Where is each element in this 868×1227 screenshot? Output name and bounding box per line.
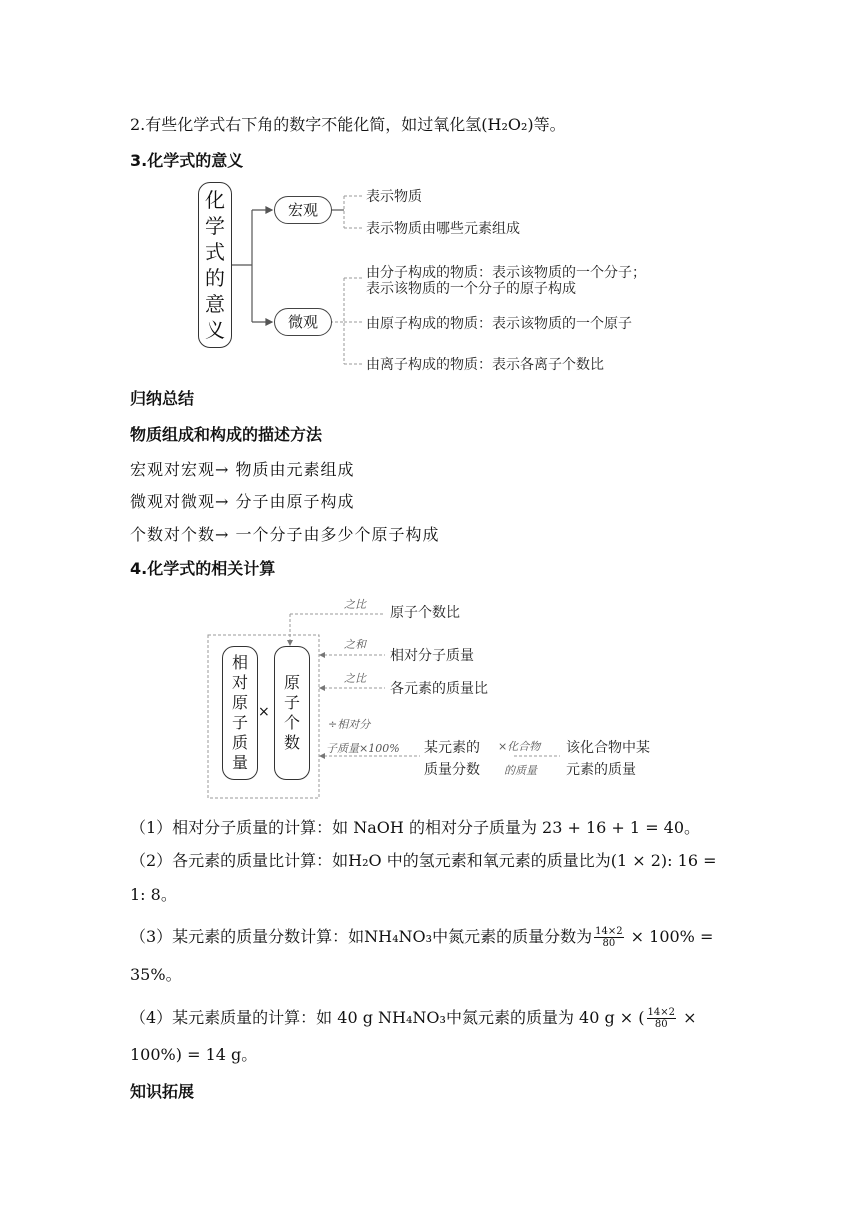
left-char: 对 (231, 673, 248, 692)
calc-line-2b: 1: 8。 (130, 885, 177, 904)
calc-line-4b: 100%) = 14 g。 (130, 1045, 258, 1064)
fraction-denominator: 80 (654, 1019, 668, 1030)
hand-note: 的质量 (504, 764, 537, 777)
calc-4-suffix: × (678, 1008, 697, 1027)
meaning-diagram-lines (0, 0, 868, 400)
hand-note: 子质量×100% (326, 742, 400, 755)
root-char: 式 (205, 240, 225, 264)
left-char: 相 (231, 653, 248, 672)
section4-heading: 4.化学式的相关计算 (130, 559, 276, 578)
left-char: 子 (231, 713, 248, 732)
fraction-denominator: 80 (602, 938, 616, 949)
calc-line-3 (130, 926, 713, 949)
root-char: 学 (205, 214, 225, 238)
micro-item: 由离子构成的物质：表示各离子个数比 (366, 357, 604, 373)
hand-note: 之比 (344, 672, 366, 685)
left-char: 质 (231, 733, 248, 752)
summary-subheading: 物质组成和构成的描述方法 (130, 425, 323, 444)
summary-line: 个数对个数→ 一个分子由多少个原子构成 (130, 525, 440, 544)
fraction-numerator: 14×2 (595, 926, 623, 937)
root-char: 义 (205, 318, 225, 342)
fraction (594, 926, 623, 949)
calc-3-suffix: × 100% = (625, 927, 714, 946)
hand-note: ×化合物 (498, 740, 541, 753)
knowledge-extension-heading: 知识拓展 (130, 1082, 195, 1101)
right-char: 子 (283, 693, 300, 712)
macro-node: 宏观 (274, 196, 332, 224)
relative-molecular-mass-label: 相对分子质量 (390, 648, 474, 664)
relative-atomic-mass-box (222, 646, 258, 780)
root-char: 化 (205, 188, 225, 212)
summary-heading: 归纳总结 (130, 389, 195, 408)
fraction-numerator: 14×2 (647, 1007, 676, 1018)
right-char: 原 (283, 673, 300, 692)
micro-item: 由分子构成的物质：表示该物质的一个分子； (366, 265, 646, 281)
summary-line: 微观对微观→ 分子由原子构成 (130, 492, 355, 511)
root-char: 意 (205, 292, 225, 316)
calc-line-1: （1）相对分子质量的计算：如 NaOH 的相对分子质量为 23 + 16 + 1 = 40。 (130, 818, 701, 837)
mass-fraction-label: 某元素的 (424, 740, 480, 756)
summary-line: 宏观对宏观→ 物质由元素组成 (130, 460, 355, 479)
left-char: 原 (231, 693, 248, 712)
calc-line-3b: 35%。 (130, 965, 182, 984)
left-char: 量 (231, 753, 248, 772)
element-mass-ratio-label: 各元素的质量比 (390, 681, 488, 697)
hand-note: 之比 (344, 598, 366, 611)
calc-line-4 (130, 1007, 697, 1030)
calc-line-2a: （2）各元素的质量比计算：如H₂O 中的氢元素和氧元素的质量比为(1 × 2): 16 = (130, 851, 717, 870)
atom-count-box (274, 646, 310, 780)
root-char: 的 (205, 266, 225, 290)
element-mass-label: 该化合物中某 (566, 740, 650, 756)
micro-item: 表示该物质的一个分子的原子构成 (366, 281, 576, 297)
right-char: 个 (283, 713, 300, 732)
micro-node: 微观 (274, 308, 332, 336)
element-mass-label: 元素的质量 (566, 762, 636, 778)
times-sign: × (258, 704, 270, 720)
calc-3-prefix: （3）某元素的质量分数计算：如NH₄NO₃中氮元素的质量分数为 (130, 927, 593, 946)
hand-note: ÷相对分 (328, 718, 371, 731)
macro-item: 表示物质 (366, 189, 422, 205)
section3-heading: 3.化学式的意义 (130, 151, 244, 170)
fraction (647, 1007, 676, 1030)
mass-fraction-label: 质量分数 (424, 762, 480, 778)
macro-item: 表示物质由哪些元素组成 (366, 221, 520, 237)
calc-4-prefix: （4）某元素质量的计算：如 40 g NH₄NO₃中氮元素的质量为 40 g × ( (130, 1008, 645, 1027)
section2-text: 2.有些化学式右下角的数字不能化简，如过氧化氢(H₂O₂)等。 (130, 115, 566, 134)
micro-item: 由原子构成的物质：表示该物质的一个原子 (366, 316, 632, 332)
right-char: 数 (283, 733, 300, 752)
hand-note: 之和 (344, 638, 366, 651)
meaning-root-box (198, 182, 232, 348)
atom-ratio-label: 原子个数比 (390, 605, 460, 621)
